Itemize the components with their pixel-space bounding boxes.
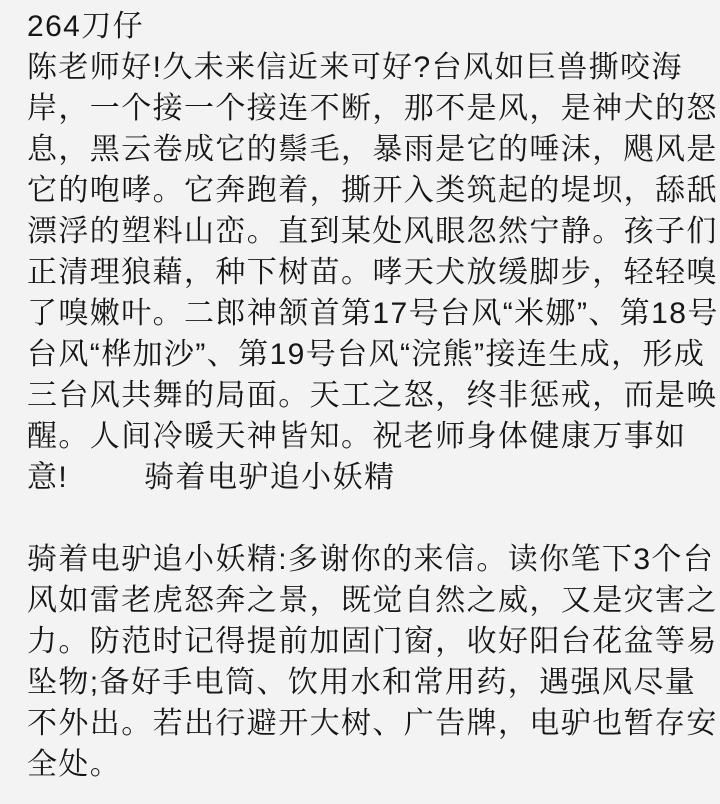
text-line: 漂浮的塑料山峦。直到某处风眼忽然宁静。孩子们 <box>27 215 718 248</box>
text-line: 它的咆哮。它奔跑着，撕开入类筑起的堤坝，舔舐 <box>27 174 718 207</box>
letter-paragraph <box>27 47 719 498</box>
text-line: 正清理狼藉，种下树苗。哮天犬放缓脚步，轻轻嗅 <box>27 256 718 289</box>
text-line: 风如雷老虎怒奔之景，既觉自然之威，又是灾害之 <box>27 584 718 617</box>
text-line: 了嗅嫩叶。二郎神颔首第17号台风“米娜”、第18号 <box>27 297 719 330</box>
letter-closing-line <box>27 457 700 498</box>
text-line: 力。防范时记得提前加固门窗，收好阳台花盆等易 <box>27 625 718 658</box>
text-line: 岸，一个接一个接连不断，那不是风，是神犬的怒 <box>27 92 718 125</box>
text-line: 三台风共舞的局面。天工之怒，终非惩戒，而是唤 <box>27 379 718 412</box>
text-line: 全处。 <box>27 748 122 781</box>
letter-signature: 骑着电驴追小妖精 <box>144 461 396 494</box>
paragraph-gap <box>27 498 700 539</box>
chapter-title: 264刀仔 <box>27 10 145 43</box>
closing-text: 意! <box>27 461 69 494</box>
text-line: 息，黑云卷成它的鬃毛，暴雨是它的唾沫，飓风是 <box>27 133 718 166</box>
text-line: 醒。人间冷暖天神皆知。祝老师身体健康万事如 <box>27 420 687 453</box>
text-line: 不外出。若出行避开大树、广告牌，电驴也暂存安 <box>27 707 718 740</box>
text-line: 骑着电驴追小妖精:多谢你的来信。读你笔下3个台 <box>27 543 715 576</box>
text-line: 陈老师好!久未来信近来可好?台风如巨兽撕咬海 <box>27 51 683 84</box>
text-line: 坠物;备好手电筒、饮用水和常用药，遇强风尽量 <box>27 666 697 699</box>
text-line: 台风“桦加沙”、第19号台风“浣熊”接连生成，形成 <box>27 338 706 371</box>
reply-paragraph <box>27 539 718 785</box>
